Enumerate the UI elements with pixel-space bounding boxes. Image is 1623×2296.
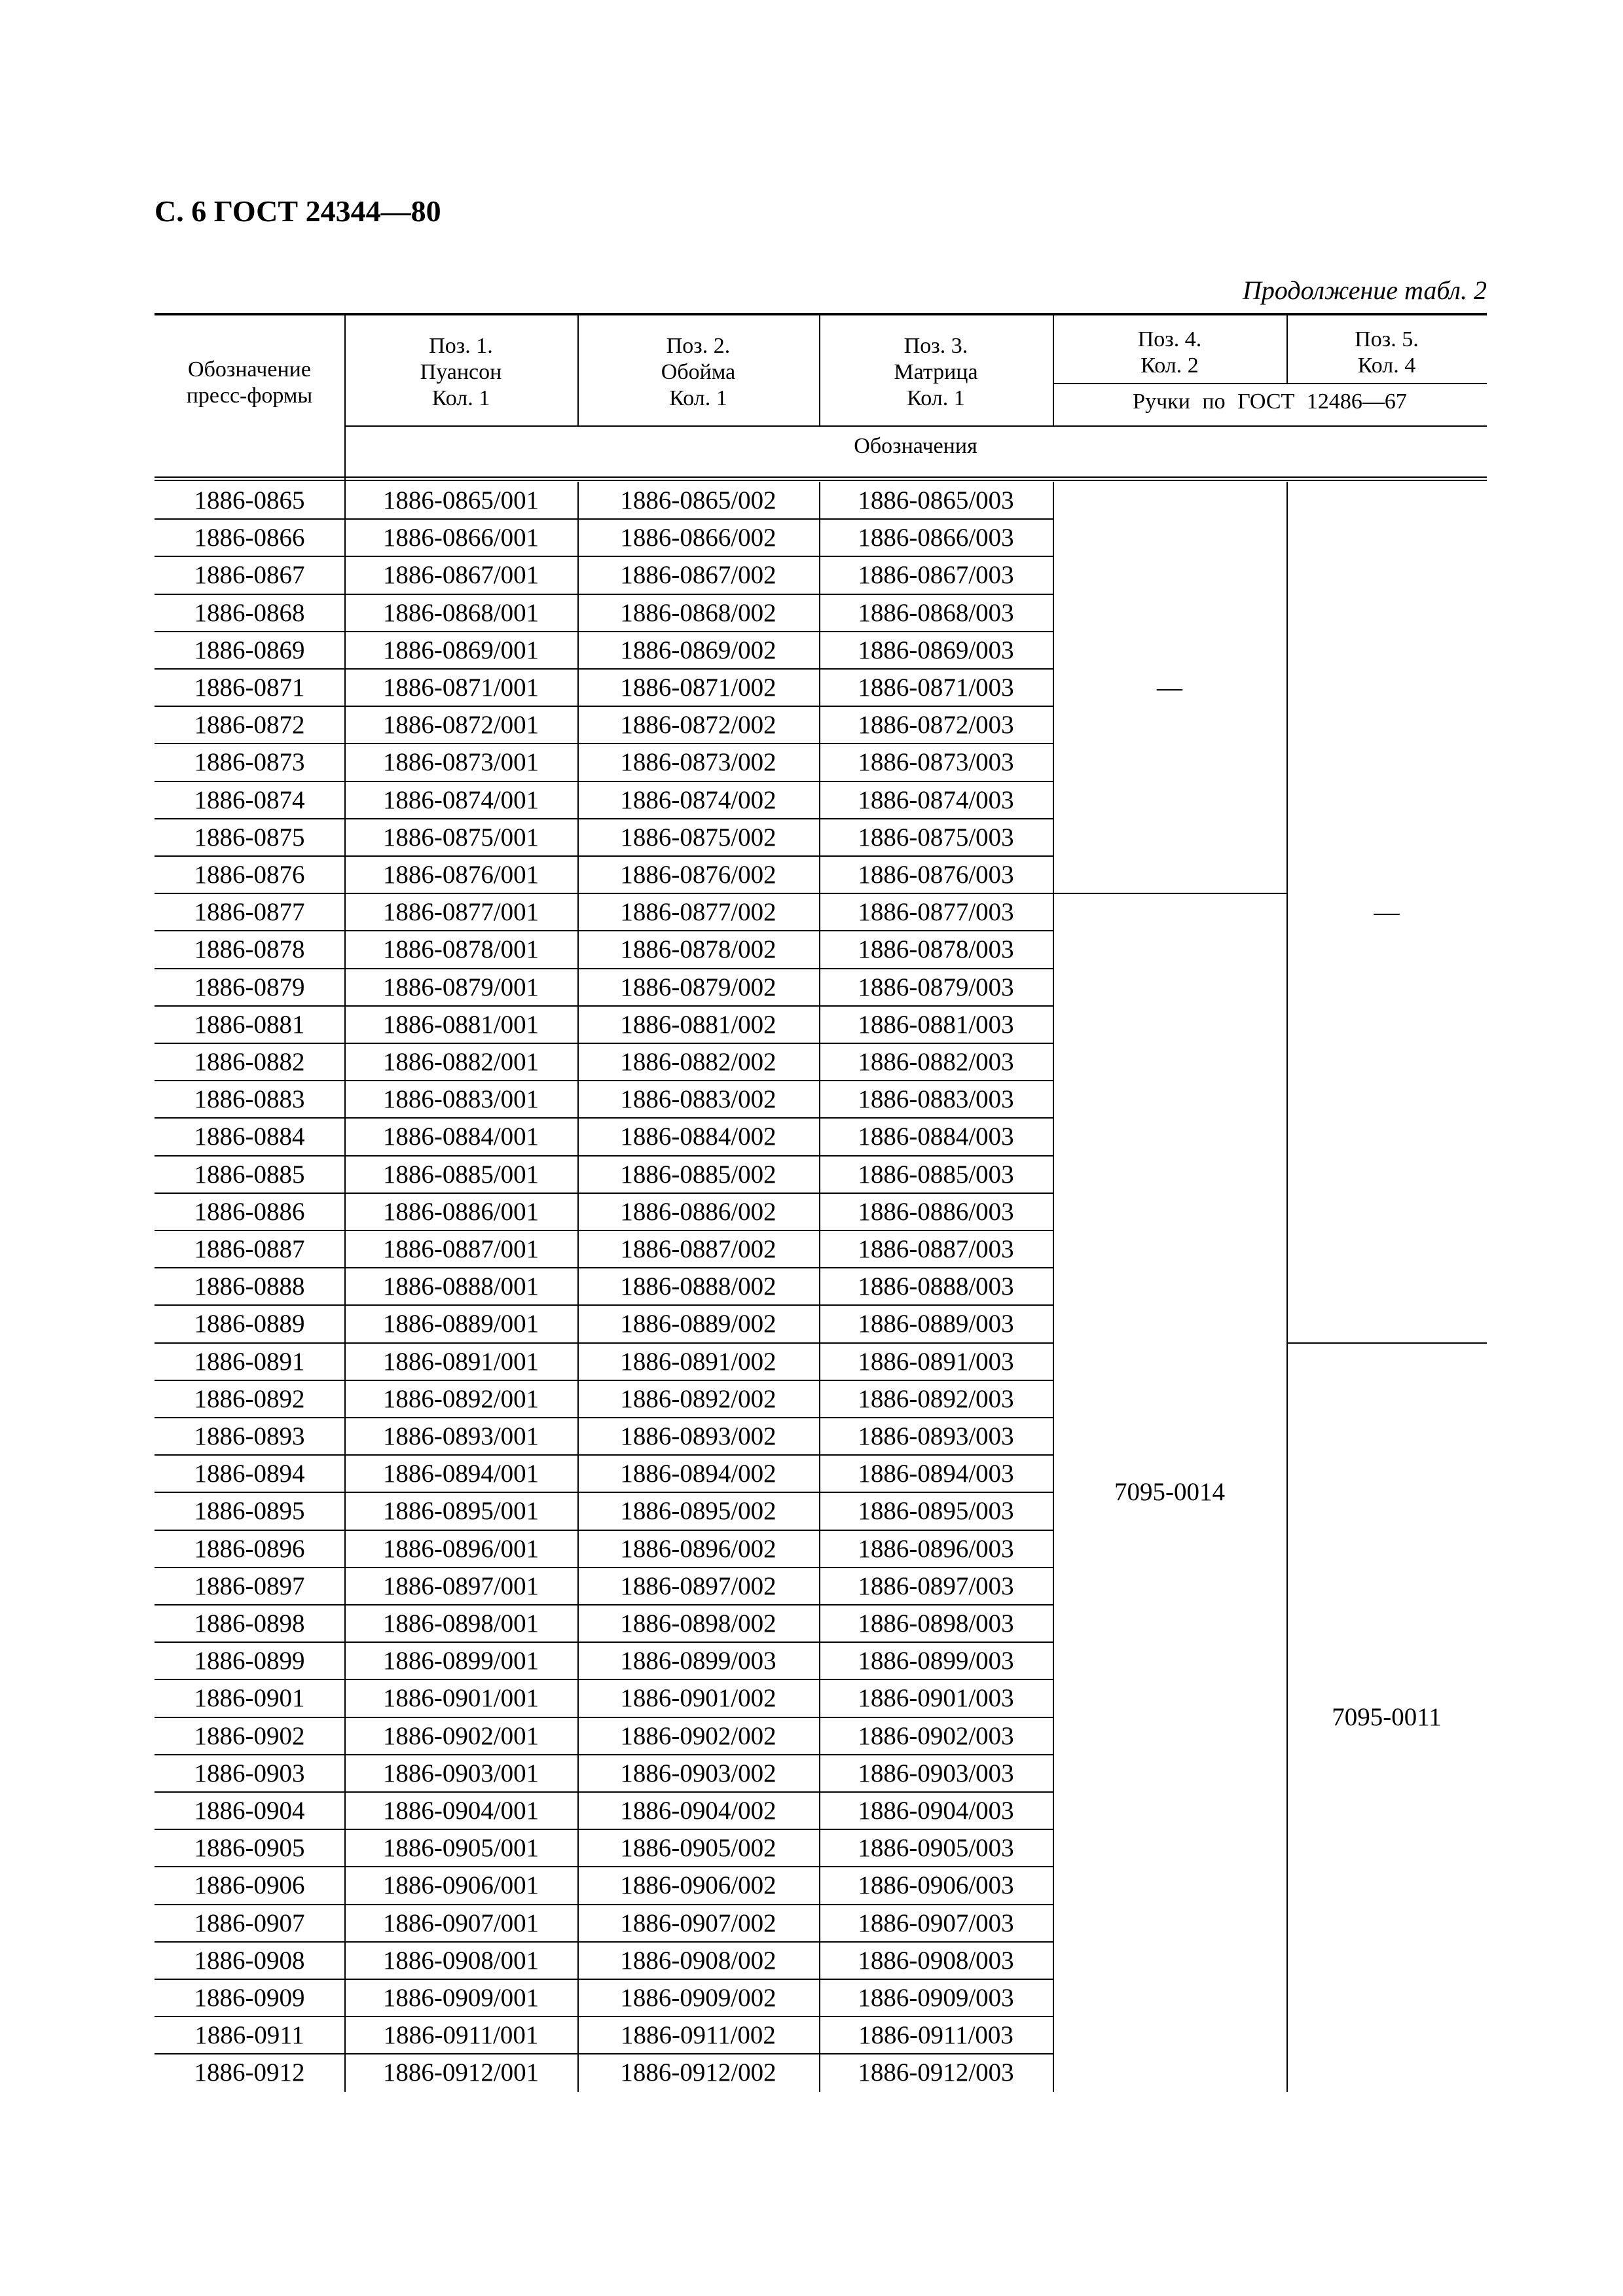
cell-holder: 1886-0895/002 bbox=[620, 1497, 776, 1526]
cell-designation: 1886-0866 bbox=[194, 524, 305, 552]
cell-punch: 1886-0897/001 bbox=[382, 1571, 539, 1600]
cell-punch: 1886-0868/001 bbox=[382, 598, 539, 627]
cell-designation: 1886-0883 bbox=[194, 1085, 305, 1114]
header-pos3-die: Поз. 3. Матрица Кол. 1 bbox=[894, 334, 978, 411]
cell-holder: 1886-0908/002 bbox=[620, 1946, 776, 1975]
cell-holder: 1886-0865/002 bbox=[620, 486, 776, 514]
cell-holder: 1886-0886/002 bbox=[620, 1197, 776, 1226]
row-rule bbox=[155, 743, 1053, 744]
cell-designation: 1886-0901 bbox=[194, 1684, 305, 1713]
cell-designation: 1886-0907 bbox=[194, 1909, 305, 1937]
cell-punch: 1886-0889/001 bbox=[382, 1310, 539, 1338]
cell-die: 1886-0874/003 bbox=[858, 785, 1014, 814]
row-rule bbox=[155, 1717, 1053, 1718]
cell-punch: 1886-0892/001 bbox=[382, 1384, 539, 1413]
cell-designation: 1886-0911 bbox=[194, 2021, 304, 2050]
cell-punch: 1886-0865/001 bbox=[382, 486, 539, 514]
cell-holder: 1886-0899/003 bbox=[620, 1647, 776, 1676]
cell-holder: 1886-0866/002 bbox=[620, 524, 776, 552]
cell-punch: 1886-0883/001 bbox=[382, 1085, 539, 1114]
column-rule-header-2 bbox=[577, 313, 579, 425]
row-rule bbox=[155, 930, 1053, 931]
cell-designation: 1886-0884 bbox=[194, 1122, 305, 1151]
cell-designation: 1886-0896 bbox=[194, 1534, 305, 1563]
cell-punch: 1886-0893/001 bbox=[382, 1422, 539, 1450]
cell-holder: 1886-0875/002 bbox=[620, 823, 776, 852]
cell-holder: 1886-0906/002 bbox=[620, 1871, 776, 1900]
header-designations: Обозначения bbox=[854, 434, 977, 458]
cell-designation: 1886-0876 bbox=[194, 861, 305, 889]
cell-holder: 1886-0894/002 bbox=[620, 1460, 776, 1488]
cell-designation: 1886-0906 bbox=[194, 1871, 305, 1900]
cell-holder: 1886-0872/002 bbox=[620, 711, 776, 740]
column-rule-header-3 bbox=[819, 313, 820, 425]
cell-punch: 1886-0867/001 bbox=[382, 561, 539, 590]
cell-die: 1886-0887/003 bbox=[858, 1235, 1014, 1263]
cell-designation: 1886-0889 bbox=[194, 1310, 305, 1338]
column-rule-body-3 bbox=[819, 482, 820, 2092]
table-continuation-label: Продолжение табл. 2 bbox=[1242, 276, 1487, 305]
cell-punch: 1886-0882/001 bbox=[382, 1048, 539, 1076]
cell-die: 1886-0872/003 bbox=[858, 711, 1014, 740]
row-rule bbox=[155, 706, 1053, 707]
cell-holder: 1886-0869/002 bbox=[620, 636, 776, 664]
column-rule-body-5 bbox=[1286, 482, 1288, 2092]
cell-die: 1886-0903/003 bbox=[858, 1759, 1014, 1787]
row-rule bbox=[155, 1941, 1053, 1943]
header-designation: Обозначение пресс-формы bbox=[186, 357, 313, 408]
cell-designation: 1886-0899 bbox=[194, 1647, 305, 1676]
cell-punch: 1886-0903/001 bbox=[382, 1759, 539, 1787]
cell-die: 1886-0901/003 bbox=[858, 1684, 1014, 1713]
row-rule bbox=[155, 1492, 1053, 1493]
row-rule bbox=[155, 1979, 1053, 1980]
cell-die: 1886-0902/003 bbox=[858, 1721, 1014, 1750]
cell-punch: 1886-0869/001 bbox=[382, 636, 539, 664]
cell-holder: 1886-0868/002 bbox=[620, 598, 776, 627]
cell-punch: 1886-0876/001 bbox=[382, 861, 539, 889]
cell-holder: 1886-0905/002 bbox=[620, 1834, 776, 1863]
pos5-group-rule bbox=[1286, 1342, 1487, 1344]
row-rule bbox=[155, 1604, 1053, 1605]
cell-holder: 1886-0887/002 bbox=[620, 1235, 776, 1263]
cell-holder: 1886-0907/002 bbox=[620, 1909, 776, 1937]
cell-die: 1886-0892/003 bbox=[858, 1384, 1014, 1413]
row-rule bbox=[155, 1080, 1053, 1081]
cell-designation: 1886-0895 bbox=[194, 1497, 305, 1526]
cell-die: 1886-0899/003 bbox=[858, 1647, 1014, 1676]
row-rule bbox=[155, 818, 1053, 819]
cell-punch: 1886-0906/001 bbox=[382, 1871, 539, 1900]
cell-designation: 1886-0902 bbox=[194, 1721, 305, 1750]
cell-die: 1886-0876/003 bbox=[858, 861, 1014, 889]
cell-die: 1886-0889/003 bbox=[858, 1310, 1014, 1338]
cell-holder: 1886-0891/002 bbox=[620, 1347, 776, 1376]
cell-punch: 1886-0909/001 bbox=[382, 1984, 539, 2012]
cell-punch: 1886-0895/001 bbox=[382, 1497, 539, 1526]
row-rule bbox=[155, 1641, 1053, 1643]
cell-die: 1886-0897/003 bbox=[858, 1571, 1014, 1600]
cell-designation: 1886-0886 bbox=[194, 1197, 305, 1226]
cell-designation: 1886-0873 bbox=[194, 748, 305, 777]
header-pos1-punch: Поз. 1. Пуансон Кол. 1 bbox=[420, 334, 502, 411]
cell-designation: 1886-0877 bbox=[194, 898, 305, 927]
cell-designation: 1886-0874 bbox=[194, 785, 305, 814]
cell-punch: 1886-0891/001 bbox=[382, 1347, 539, 1376]
cell-punch: 1886-0866/001 bbox=[382, 524, 539, 552]
cell-designation: 1886-0894 bbox=[194, 1460, 305, 1488]
row-rule bbox=[155, 594, 1053, 595]
row-rule bbox=[155, 1005, 1053, 1007]
cell-punch: 1886-0877/001 bbox=[382, 898, 539, 927]
cell-designation: 1886-0891 bbox=[194, 1347, 305, 1376]
cell-holder: 1886-0882/002 bbox=[620, 1048, 776, 1076]
cell-die: 1886-0881/003 bbox=[858, 1010, 1014, 1039]
row-rule bbox=[155, 1380, 1053, 1381]
cell-punch: 1886-0884/001 bbox=[382, 1122, 539, 1151]
cell-die: 1886-0879/003 bbox=[858, 973, 1014, 1001]
cell-designation: 1886-0892 bbox=[194, 1384, 305, 1413]
cell-die: 1886-0912/003 bbox=[858, 2058, 1014, 2087]
column-rule-1 bbox=[344, 313, 346, 2092]
row-rule bbox=[155, 668, 1053, 670]
cell-designation: 1886-0893 bbox=[194, 1422, 305, 1450]
row-rule bbox=[155, 1829, 1053, 1830]
cell-punch: 1886-0888/001 bbox=[382, 1272, 539, 1301]
header-bottom-rule-2 bbox=[155, 480, 1487, 481]
row-rule bbox=[155, 1230, 1053, 1231]
cell-die: 1886-0909/003 bbox=[858, 1984, 1014, 2012]
cell-holder: 1886-0884/002 bbox=[620, 1122, 776, 1151]
cell-holder: 1886-0873/002 bbox=[620, 748, 776, 777]
cell-holder: 1886-0901/002 bbox=[620, 1684, 776, 1713]
page-header: С. 6 ГОСТ 24344—80 bbox=[155, 194, 441, 228]
cell-die: 1886-0893/003 bbox=[858, 1422, 1014, 1450]
row-rule bbox=[155, 556, 1053, 557]
column-rule-header-5 bbox=[1286, 313, 1288, 383]
cell-holder: 1886-0876/002 bbox=[620, 861, 776, 889]
cell-die: 1886-0873/003 bbox=[858, 748, 1014, 777]
row-rule bbox=[155, 1342, 1053, 1344]
cell-designation: 1886-0879 bbox=[194, 973, 305, 1001]
cell-die: 1886-0886/003 bbox=[858, 1197, 1014, 1226]
cell-punch: 1886-0898/001 bbox=[382, 1609, 539, 1638]
row-rule bbox=[155, 2053, 1053, 2054]
row-rule bbox=[155, 893, 1053, 894]
cell-holder: 1886-0903/002 bbox=[620, 1759, 776, 1787]
cell-designation: 1886-0908 bbox=[194, 1946, 305, 1975]
cell-punch: 1886-0905/001 bbox=[382, 1834, 539, 1863]
cell-die: 1886-0896/003 bbox=[858, 1534, 1014, 1563]
cell-punch: 1886-0908/001 bbox=[382, 1946, 539, 1975]
header-pos5: Поз. 5. Кол. 4 bbox=[1355, 327, 1419, 378]
cell-designation: 1886-0865 bbox=[194, 486, 305, 514]
cell-designation: 1886-0912 bbox=[194, 2058, 305, 2087]
cell-punch: 1886-0871/001 bbox=[382, 673, 539, 702]
row-rule bbox=[155, 1193, 1053, 1194]
cell-holder: 1886-0878/002 bbox=[620, 935, 776, 964]
row-rule bbox=[155, 518, 1053, 520]
cell-designation: 1886-0882 bbox=[194, 1048, 305, 1076]
row-rule bbox=[155, 781, 1053, 782]
cell-designation: 1886-0872 bbox=[194, 711, 305, 740]
cell-die: 1886-0905/003 bbox=[858, 1834, 1014, 1863]
cell-die: 1886-0877/003 bbox=[858, 898, 1014, 927]
column-rule-body-4 bbox=[1053, 482, 1054, 2092]
cell-die: 1886-0894/003 bbox=[858, 1460, 1014, 1488]
cell-punch: 1886-0886/001 bbox=[382, 1197, 539, 1226]
cell-die: 1886-0878/003 bbox=[858, 935, 1014, 964]
cell-holder: 1886-0909/002 bbox=[620, 1984, 776, 2012]
cell-holder: 1886-0898/002 bbox=[620, 1609, 776, 1638]
cell-die: 1886-0882/003 bbox=[858, 1048, 1014, 1076]
pos4-group-rule bbox=[1053, 893, 1286, 894]
cell-punch: 1886-0896/001 bbox=[382, 1534, 539, 1563]
row-rule bbox=[155, 1454, 1053, 1456]
cell-designation: 1886-0897 bbox=[194, 1571, 305, 1600]
cell-punch: 1886-0885/001 bbox=[382, 1160, 539, 1189]
row-rule bbox=[155, 1267, 1053, 1268]
cell-holder: 1886-0912/002 bbox=[620, 2058, 776, 2087]
pos4-value: 7095-0014 bbox=[1114, 1478, 1225, 1507]
cell-punch: 1886-0887/001 bbox=[382, 1235, 539, 1263]
cell-die: 1886-0871/003 bbox=[858, 673, 1014, 702]
cell-die: 1886-0885/003 bbox=[858, 1160, 1014, 1189]
cell-die: 1886-0911/003 bbox=[858, 2021, 1013, 2050]
column-rule-body-2 bbox=[577, 482, 579, 2092]
row-rule bbox=[155, 631, 1053, 632]
cell-die: 1886-0906/003 bbox=[858, 1871, 1014, 1900]
cell-die: 1886-0907/003 bbox=[858, 1909, 1014, 1937]
handles-rule bbox=[1053, 383, 1487, 384]
row-rule bbox=[155, 2016, 1053, 2017]
cell-punch: 1886-0881/001 bbox=[382, 1010, 539, 1039]
cell-designation: 1886-0905 bbox=[194, 1834, 305, 1863]
row-rule bbox=[155, 1117, 1053, 1119]
row-rule bbox=[155, 1791, 1053, 1793]
cell-holder: 1886-0881/002 bbox=[620, 1010, 776, 1039]
row-rule bbox=[155, 855, 1053, 857]
header-pos4: Поз. 4. Кол. 2 bbox=[1137, 327, 1202, 378]
header-handles-standard: Ручки по ГОСТ 12486—67 bbox=[1133, 389, 1407, 414]
cell-designation: 1886-0904 bbox=[194, 1797, 305, 1825]
cell-designation: 1886-0885 bbox=[194, 1160, 305, 1189]
cell-punch: 1886-0874/001 bbox=[382, 785, 539, 814]
cell-holder: 1886-0885/002 bbox=[620, 1160, 776, 1189]
cell-designation: 1886-0878 bbox=[194, 935, 305, 964]
cell-die: 1886-0908/003 bbox=[858, 1946, 1014, 1975]
cell-die: 1886-0868/003 bbox=[858, 598, 1014, 627]
cell-designation: 1886-0875 bbox=[194, 823, 305, 852]
row-rule bbox=[155, 1417, 1053, 1418]
cell-designation: 1886-0868 bbox=[194, 598, 305, 627]
cell-holder: 1886-0889/002 bbox=[620, 1310, 776, 1338]
cell-die: 1886-0888/003 bbox=[858, 1272, 1014, 1301]
cell-punch: 1886-0902/001 bbox=[382, 1721, 539, 1750]
cell-punch: 1886-0911/001 bbox=[383, 2021, 539, 2050]
cell-punch: 1886-0912/001 bbox=[382, 2058, 539, 2087]
cell-holder: 1886-0879/002 bbox=[620, 973, 776, 1001]
cell-punch: 1886-0901/001 bbox=[382, 1684, 539, 1713]
row-rule bbox=[155, 968, 1053, 969]
cell-designation: 1886-0898 bbox=[194, 1609, 305, 1638]
header-bottom-rule-1 bbox=[155, 476, 1487, 478]
cell-punch: 1886-0878/001 bbox=[382, 935, 539, 964]
cell-die: 1886-0883/003 bbox=[858, 1085, 1014, 1114]
cell-holder: 1886-0904/002 bbox=[620, 1797, 776, 1825]
cell-die: 1886-0895/003 bbox=[858, 1497, 1014, 1526]
cell-die: 1886-0884/003 bbox=[858, 1122, 1014, 1151]
pos5-value: — bbox=[1374, 898, 1400, 926]
cell-holder: 1886-0877/002 bbox=[620, 898, 776, 927]
cell-holder: 1886-0911/002 bbox=[621, 2021, 776, 2050]
cell-die: 1886-0891/003 bbox=[858, 1347, 1014, 1376]
cell-holder: 1886-0874/002 bbox=[620, 785, 776, 814]
row-rule bbox=[155, 1866, 1053, 1867]
row-rule bbox=[155, 1530, 1053, 1531]
cell-holder: 1886-0902/002 bbox=[620, 1721, 776, 1750]
cell-designation: 1886-0871 bbox=[194, 673, 305, 702]
cell-designation: 1886-0881 bbox=[194, 1010, 305, 1039]
cell-punch: 1886-0872/001 bbox=[382, 711, 539, 740]
header-pos2-holder: Поз. 2. Обойма Кол. 1 bbox=[661, 334, 736, 411]
row-rule bbox=[155, 1567, 1053, 1568]
designation-table bbox=[155, 313, 1487, 2121]
cell-holder: 1886-0897/002 bbox=[620, 1571, 776, 1600]
cell-holder: 1886-0892/002 bbox=[620, 1384, 776, 1413]
row-rule bbox=[155, 1679, 1053, 1680]
row-rule bbox=[155, 1754, 1053, 1755]
designations-rule bbox=[344, 425, 1487, 427]
cell-designation: 1886-0887 bbox=[194, 1235, 305, 1263]
cell-designation: 1886-0869 bbox=[194, 636, 305, 664]
cell-holder: 1886-0871/002 bbox=[620, 673, 776, 702]
cell-holder: 1886-0893/002 bbox=[620, 1422, 776, 1450]
cell-designation: 1886-0909 bbox=[194, 1984, 305, 2012]
cell-die: 1886-0904/003 bbox=[858, 1797, 1014, 1825]
cell-holder: 1886-0896/002 bbox=[620, 1534, 776, 1563]
cell-die: 1886-0866/003 bbox=[858, 524, 1014, 552]
row-rule bbox=[155, 1155, 1053, 1157]
pos4-value: — bbox=[1157, 673, 1182, 702]
pos5-value: 7095-0011 bbox=[1332, 1702, 1442, 1731]
cell-punch: 1886-0907/001 bbox=[382, 1909, 539, 1937]
cell-die: 1886-0867/003 bbox=[858, 561, 1014, 590]
column-rule-header-4 bbox=[1053, 313, 1054, 425]
cell-punch: 1886-0879/001 bbox=[382, 973, 539, 1001]
cell-die: 1886-0869/003 bbox=[858, 636, 1014, 664]
cell-punch: 1886-0899/001 bbox=[382, 1647, 539, 1676]
cell-designation: 1886-0903 bbox=[194, 1759, 305, 1787]
cell-punch: 1886-0873/001 bbox=[382, 748, 539, 777]
row-rule bbox=[155, 1043, 1053, 1044]
row-rule bbox=[155, 1904, 1053, 1905]
row-rule bbox=[155, 1304, 1053, 1306]
cell-punch: 1886-0894/001 bbox=[382, 1460, 539, 1488]
cell-holder: 1886-0888/002 bbox=[620, 1272, 776, 1301]
cell-die: 1886-0865/003 bbox=[858, 486, 1014, 514]
cell-punch: 1886-0875/001 bbox=[382, 823, 539, 852]
cell-die: 1886-0875/003 bbox=[858, 823, 1014, 852]
cell-holder: 1886-0883/002 bbox=[620, 1085, 776, 1114]
cell-designation: 1886-0888 bbox=[194, 1272, 305, 1301]
cell-designation: 1886-0867 bbox=[194, 561, 305, 590]
cell-die: 1886-0898/003 bbox=[858, 1609, 1014, 1638]
cell-punch: 1886-0904/001 bbox=[382, 1797, 539, 1825]
cell-holder: 1886-0867/002 bbox=[620, 561, 776, 590]
